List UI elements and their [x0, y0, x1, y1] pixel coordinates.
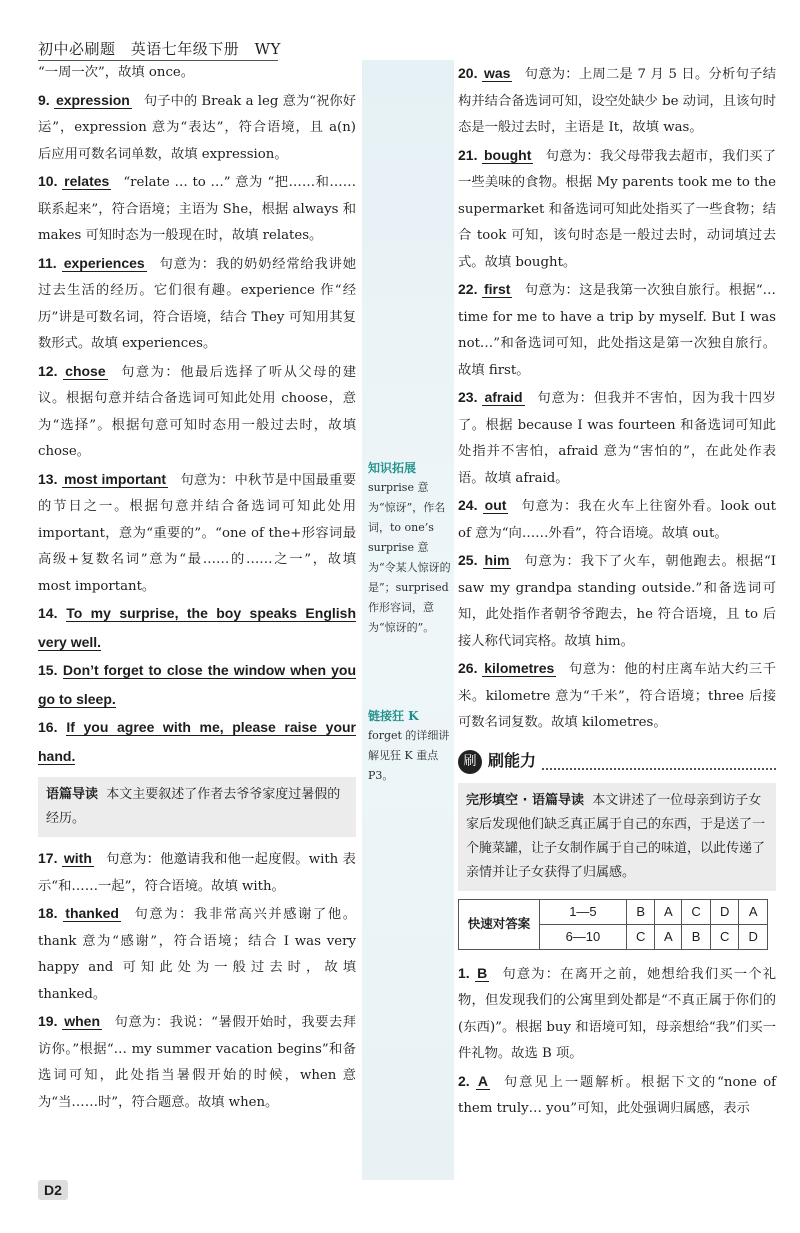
answer-entry [458, 492, 776, 547]
brush-icon: 刷 [458, 750, 482, 774]
question-number: 24. [458, 497, 478, 513]
answer-entry [38, 168, 356, 250]
question-number: 15. [38, 662, 58, 678]
question-number: 18. [38, 905, 58, 921]
answer-entry [38, 466, 356, 601]
question-number: 13. [38, 470, 58, 487]
link-tip [368, 706, 452, 786]
question-number: 2. [458, 1072, 470, 1089]
explanation-text: 句意为：中秋节是中国最重要的节日之一。根据句意并结合备选词可知此处用 important，意为“重要的”。“one of the+形容词最高级+复数名词”意为“最……的……之一”，故填 most important。 [38, 472, 357, 594]
answer-entry [458, 276, 776, 384]
reading-guide-left [38, 777, 356, 837]
answer-word: A [477, 1072, 488, 1089]
explanation-text: 句意为：我非常高兴并感谢了他。thank 意为“感谢”，符合语境；结合 I was very happy and 可知此处为一般过去时，故填 thanked。 [38, 907, 357, 1002]
section-dots [542, 754, 776, 770]
link-text: forget 的详细讲解见狂 K 重点 P3。 [368, 729, 450, 782]
answer-word: kilometres [484, 660, 555, 676]
explanation-text: 句意为：他最后选择了听从父母的建议。根据句意并结合备选词可知此处用 choose，意为“选择”。根据句意可知时态用一般过去时，故填 chose。 [38, 364, 356, 459]
sentence-answer [38, 714, 356, 771]
explanation-text: 句意为：这是我第一次独自旅行。根据“… time for me to have a trip by myself. But I was not…”和备选词可知，此处指这是第一次独自旅行。故填 first。 [458, 283, 776, 378]
sentence-answer [38, 600, 356, 657]
answer-entry [38, 250, 356, 358]
guide-text: 本文讲述了一位母亲到访子女家后发现他们缺乏真正属于自己的东西，于是送了一个腌菜罐，让子女制作属于自己的味道，以此传递了亲情并让子女获得了归属感。 [466, 792, 766, 880]
explanation-text: 句意为：但我并不害怕，因为我十四岁了。根据 because I was fourteen 和备选词可知此处指并不害怕，afraid 意为“害怕的”，在此处作表语。故填 afraid。 [458, 391, 776, 486]
answer-word: experiences [63, 254, 145, 271]
answer-word: B [477, 964, 488, 981]
answer-entry [458, 60, 776, 142]
answer-cell: C [682, 899, 711, 924]
answer-cell: A [739, 899, 768, 924]
explanation-text: 句意为：他邀请我和他一起度假。with 表示“和……一起”，符合语境。故填 with。 [38, 852, 356, 894]
question-number: 23. [458, 389, 478, 405]
answer-word: out [484, 497, 507, 513]
answer-word: first [484, 281, 511, 297]
answer-word: was [483, 65, 511, 81]
explanation-text: 句意为：上周二是 7 月 5 日。分析句子结构并结合备选词可知，设空处缺少 be 动词，且该句时态是一般过去时，主语是 It，故填 was。 [458, 67, 776, 135]
section-title: 刷能力 [488, 751, 537, 771]
answer-entry [38, 900, 356, 1008]
explanation-text: 句子中的 Break a leg 意为“祝你好运”，expression 意为“表达”，符合语境，且 a(n) 后应用可数名词单数，故填 expression。 [38, 93, 356, 162]
answer-sentence: To my surprise, the boy speaks English very well. [38, 605, 356, 650]
question-number: 25. [458, 552, 478, 568]
tip-title: 知识拓展 [368, 461, 417, 475]
explanation-text: 句意为：我的奶奶经常给我讲她过去生活的经历。它们很有趣。experience 作“经历”讲是可数名词，符合语境，结合 They 可知用其复数形式。故填 experiences。 [38, 256, 356, 351]
section-header [458, 747, 776, 777]
left-column [38, 60, 356, 1116]
question-number: 17. [38, 850, 58, 866]
answer-cell: D [739, 924, 768, 949]
answer-word: him [484, 552, 510, 568]
explanation-text: “一周一次”，故填 once。 [38, 65, 195, 80]
range-cell: 6—10 [540, 924, 627, 949]
reading-guide-right [458, 783, 776, 891]
link-title: 链接狂 K [368, 709, 419, 723]
answer-sentence: Don’t forget to close the window when you go to sleep. [38, 662, 356, 707]
guide-label: 语篇导读 [46, 787, 99, 802]
answer-entry [38, 1008, 356, 1116]
explanation-text: 句意为：我在火车上往窗外看。look out of 意为“向……外看”，符合语境。故填 out。 [458, 499, 776, 541]
question-number: 11. [38, 254, 57, 271]
answer-cell: A [655, 899, 682, 924]
quick-answer-table [458, 899, 768, 950]
answer-entry [458, 655, 776, 737]
answer-word: expression [55, 91, 130, 108]
answer-cell: C [710, 924, 739, 949]
guide-label: 完形填空 · 语篇导读 [466, 792, 584, 808]
answer-word: most important [63, 470, 167, 487]
answer-entry [38, 87, 356, 169]
table-label: 快速对答案 [459, 899, 540, 949]
question-number: 26. [458, 660, 478, 676]
guide-text: 本文主要叙述了作者去爷爷家度过暑假的经历。 [46, 787, 341, 826]
answer-cell: D [710, 899, 739, 924]
explanation-text: 句意为：我父母带我去超市，我们买了一些美味的食物。根据 My parents took me to the supermarket 和备选词可知此处指买了一些食物；结合 took 可知，该句时态是一般过去时，动词填过去式。故填 bought。 [458, 148, 776, 270]
answer-entry [458, 384, 776, 492]
answer-entry [38, 845, 356, 900]
page-number: D2 [38, 1180, 68, 1200]
knowledge-tip [368, 458, 452, 638]
question-number: 22. [458, 281, 478, 297]
subject-title: 英语七年级下册 [130, 40, 240, 58]
answer-cell: C [626, 924, 655, 949]
answer-entry [38, 358, 356, 466]
answer-word: with [63, 850, 92, 866]
answer-word: bought [483, 146, 532, 163]
answer-word: chose [65, 362, 106, 379]
question-number: 14. [38, 605, 58, 621]
answer-entry [458, 142, 776, 277]
answer-row [459, 899, 768, 924]
explanation-text: 句意为：我说：“暑假开始时，我要去拜访你。”根据“… my summer vacation begins”和备选词可知，此处指当暑假开始的时候，when 意为“当……时”，符合题意。故填 when。 [38, 1015, 356, 1110]
sentence-answer [38, 657, 356, 714]
answer-entry [458, 547, 776, 655]
answer-word: when [64, 1013, 100, 1029]
explanation-text: 句意为：在离开之前，她想给我们买一个礼物，但发现我们的公寓里到处都是“不真正属于你们的(东西)”。根据 buy 和语境可知，母亲想给“我”们买一件礼物。故选 B 项。 [458, 966, 777, 1061]
answer-cell: B [626, 899, 655, 924]
answer-cell: B [682, 924, 711, 949]
question-number: 19. [38, 1013, 58, 1029]
answer-word: thanked [65, 905, 119, 921]
question-number: 1. [458, 964, 470, 981]
question-number: 16. [38, 719, 58, 735]
sidebar [362, 60, 454, 1180]
explanation-text: 句意见上一题解析。根据下文的“none of them truly… you”可知，此处强调归属感，表示 [458, 1074, 777, 1116]
question-number: 10. [38, 173, 58, 189]
edition-label: WY [254, 40, 281, 58]
range-cell: 1—5 [540, 899, 627, 924]
answer-word: afraid [484, 389, 523, 405]
explanation-text: “relate … to …” 意为 “把……和……联系起来”，符合语境；主语为 She，根据 always 和 makes 可知时态为一般现在时，故填 relates。 [38, 175, 356, 243]
tip-text: surprise 意为“惊讶”，作名词，to one’s surprise 意为“令某人惊讶的是”；surprised 作形容词，意为“惊讶的”。 [368, 481, 451, 634]
question-number: 21. [458, 146, 478, 163]
right-column [458, 60, 776, 1123]
explanation-text: 句意为：他的村庄离车站大约三千米。kilometre 意为“千米”，符合语境；three 后接可数名词复数。故填 kilometres。 [458, 662, 776, 730]
answer-cell: A [655, 924, 682, 949]
question-number: 20. [458, 65, 478, 81]
question-number: 12. [38, 362, 58, 379]
answer-entry [38, 60, 356, 87]
explanation-text: 句意为：我下了火车，朝他跑去。根据“I saw my grandpa standing outside.”和备选词可知，此处指作者朝爷爷跑去，he 符合语境，且 to 后接人称代词宾格。故填 him。 [458, 554, 776, 649]
answer-sentence: If you agree with me, please raise your hand. [38, 719, 356, 764]
answer-entry [458, 1068, 776, 1123]
answer-entry [458, 960, 776, 1068]
book-title: 初中必刷题 [38, 40, 116, 58]
answer-word: relates [64, 173, 110, 189]
page-header [38, 38, 338, 60]
question-number: 9. [38, 91, 50, 108]
